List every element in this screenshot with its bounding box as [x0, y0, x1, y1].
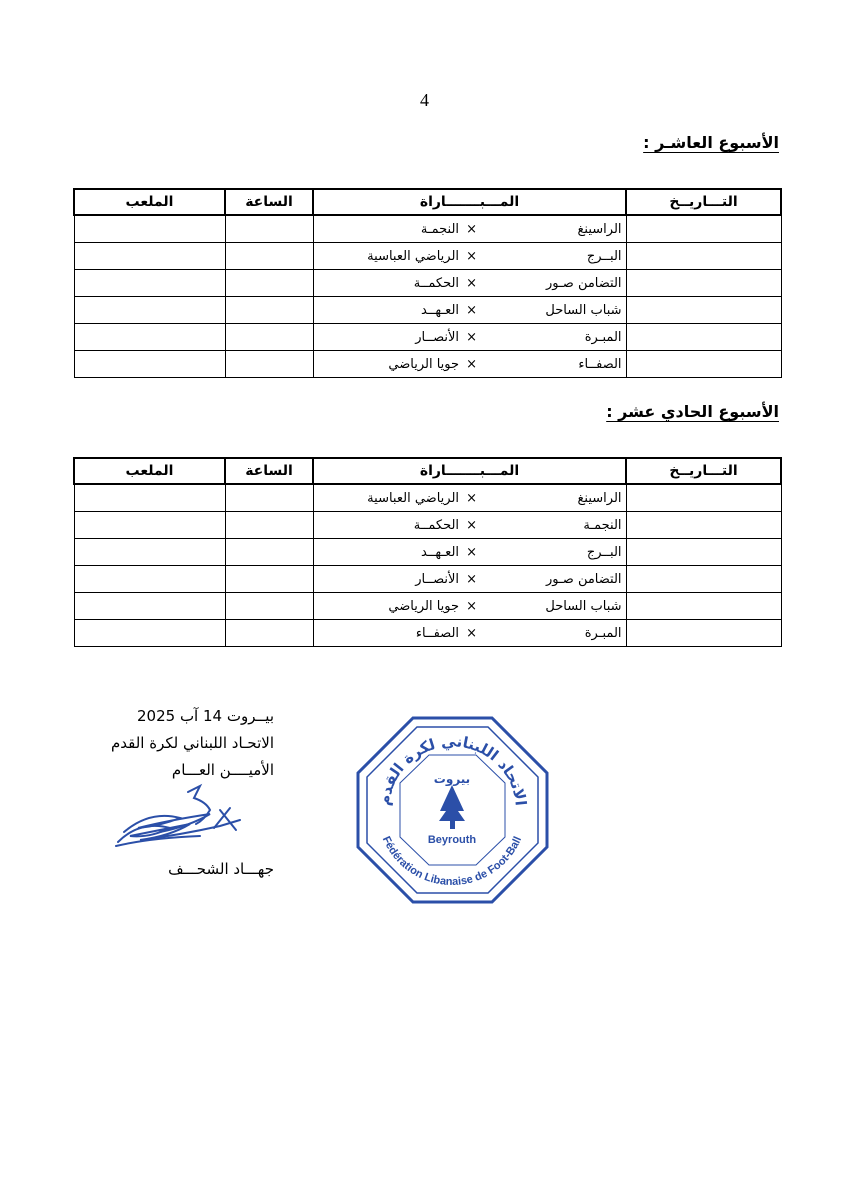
signature — [110, 780, 250, 855]
time-cell — [225, 620, 313, 647]
table-row — [74, 593, 781, 620]
away-team: جويا الرياضي — [313, 351, 463, 378]
versus-mark: × — [463, 324, 481, 351]
time-cell — [225, 566, 313, 593]
away-team: الأنصــار — [313, 566, 463, 593]
stadium-cell — [74, 539, 225, 566]
federation-name: الاتحـاد اللبناني لكرة القدم — [110, 734, 274, 752]
date-cell — [626, 270, 781, 297]
versus-mark: × — [463, 243, 481, 270]
home-team: التضامن صـور — [481, 270, 626, 297]
stadium-cell — [74, 512, 225, 539]
versus-mark: × — [463, 270, 481, 297]
time-cell — [225, 297, 313, 324]
home-team: الصفــاء — [481, 351, 626, 378]
time-cell — [225, 243, 313, 270]
header-date: التـــاريــخ — [626, 458, 781, 484]
table-row — [74, 297, 781, 324]
time-cell — [225, 593, 313, 620]
away-team: النجمـة — [313, 215, 463, 243]
time-cell — [225, 484, 313, 512]
away-team: الحكمــة — [313, 270, 463, 297]
table-row — [74, 539, 781, 566]
home-team: المبـرة — [481, 620, 626, 647]
versus-mark: × — [463, 215, 481, 243]
date-cell — [626, 512, 781, 539]
home-team: الراسينغ — [481, 215, 626, 243]
stadium-cell — [74, 215, 225, 243]
stadium-cell — [74, 484, 225, 512]
signatory-position: الأميــــن العـــام — [171, 761, 274, 779]
date-cell — [626, 566, 781, 593]
date-cell — [626, 215, 781, 243]
away-team: جويا الرياضي — [313, 593, 463, 620]
stamp-arabic-ring: الاتحاد اللبناني لكرة القدم — [375, 732, 530, 807]
date-cell — [626, 539, 781, 566]
home-team: البــرج — [481, 539, 626, 566]
stamp-city-arabic: بيروت — [433, 772, 471, 786]
home-team: الراسينغ — [481, 484, 626, 512]
stadium-cell — [74, 243, 225, 270]
date-cell — [626, 351, 781, 378]
time-cell — [225, 351, 313, 378]
date-cell — [626, 593, 781, 620]
table-row — [74, 243, 781, 270]
date-cell — [626, 243, 781, 270]
away-team: الصفــاء — [313, 620, 463, 647]
home-team: المبـرة — [481, 324, 626, 351]
time-cell — [225, 539, 313, 566]
table-row — [74, 620, 781, 647]
table-row — [74, 512, 781, 539]
stadium-cell — [74, 593, 225, 620]
stadium-cell — [74, 566, 225, 593]
versus-mark: × — [463, 484, 481, 512]
versus-mark: × — [463, 566, 481, 593]
header-match: المـــبـــــــاراة — [313, 189, 626, 215]
away-team: الأنصــار — [313, 324, 463, 351]
header-date: التـــاريــخ — [626, 189, 781, 215]
stamp-city-french: Beyrouth — [427, 834, 477, 846]
away-team: العـهــد — [313, 297, 463, 324]
away-team: العـهــد — [313, 539, 463, 566]
header-time: الساعة — [225, 458, 313, 484]
stamp-french-ring: Fédération Libanaise de Foot-Ball — [379, 834, 525, 889]
away-team: الرياضي العباسية — [313, 243, 463, 270]
versus-mark: × — [463, 512, 481, 539]
date-cell — [626, 297, 781, 324]
federation-stamp — [355, 715, 550, 905]
table-row — [74, 324, 781, 351]
table-row — [74, 215, 781, 243]
week-10-table — [73, 188, 782, 378]
away-team: الحكمــة — [313, 512, 463, 539]
header-time: الساعة — [225, 189, 313, 215]
time-cell — [225, 324, 313, 351]
versus-mark: × — [463, 593, 481, 620]
home-team: شباب الساحل — [481, 593, 626, 620]
stadium-cell — [74, 324, 225, 351]
home-team: البــرج — [481, 243, 626, 270]
home-team: التضامن صـور — [481, 566, 626, 593]
table-row — [74, 566, 781, 593]
versus-mark: × — [463, 351, 481, 378]
table-row — [74, 270, 781, 297]
time-cell — [225, 215, 313, 243]
home-team: النجمـة — [481, 512, 626, 539]
table-row — [74, 484, 781, 512]
page-number: 4 — [420, 90, 429, 110]
date-cell — [626, 620, 781, 647]
table-row — [74, 351, 781, 378]
stadium-cell — [74, 620, 225, 647]
stadium-cell — [74, 351, 225, 378]
week-11-title: الأسبوع الحادي عشر : — [606, 402, 779, 421]
versus-mark: × — [463, 620, 481, 647]
versus-mark: × — [463, 297, 481, 324]
versus-mark: × — [463, 539, 481, 566]
date-cell — [626, 324, 781, 351]
header-stadium: الملعب — [74, 189, 225, 215]
week-11-table — [73, 457, 782, 647]
week-10-title: الأسبوع العاشـر : — [643, 133, 779, 152]
header-match: المـــبـــــــاراة — [313, 458, 626, 484]
signatory-name: جهـــاد الشحـــف — [168, 860, 274, 878]
stadium-cell — [74, 270, 225, 297]
away-team: الرياضي العباسية — [313, 484, 463, 512]
stadium-cell — [74, 297, 225, 324]
home-team: شباب الساحل — [481, 297, 626, 324]
time-cell — [225, 512, 313, 539]
date-cell — [626, 484, 781, 512]
place-date: بيــروت 14 آب 2025 — [136, 707, 274, 725]
header-stadium: الملعب — [74, 458, 225, 484]
time-cell — [225, 270, 313, 297]
